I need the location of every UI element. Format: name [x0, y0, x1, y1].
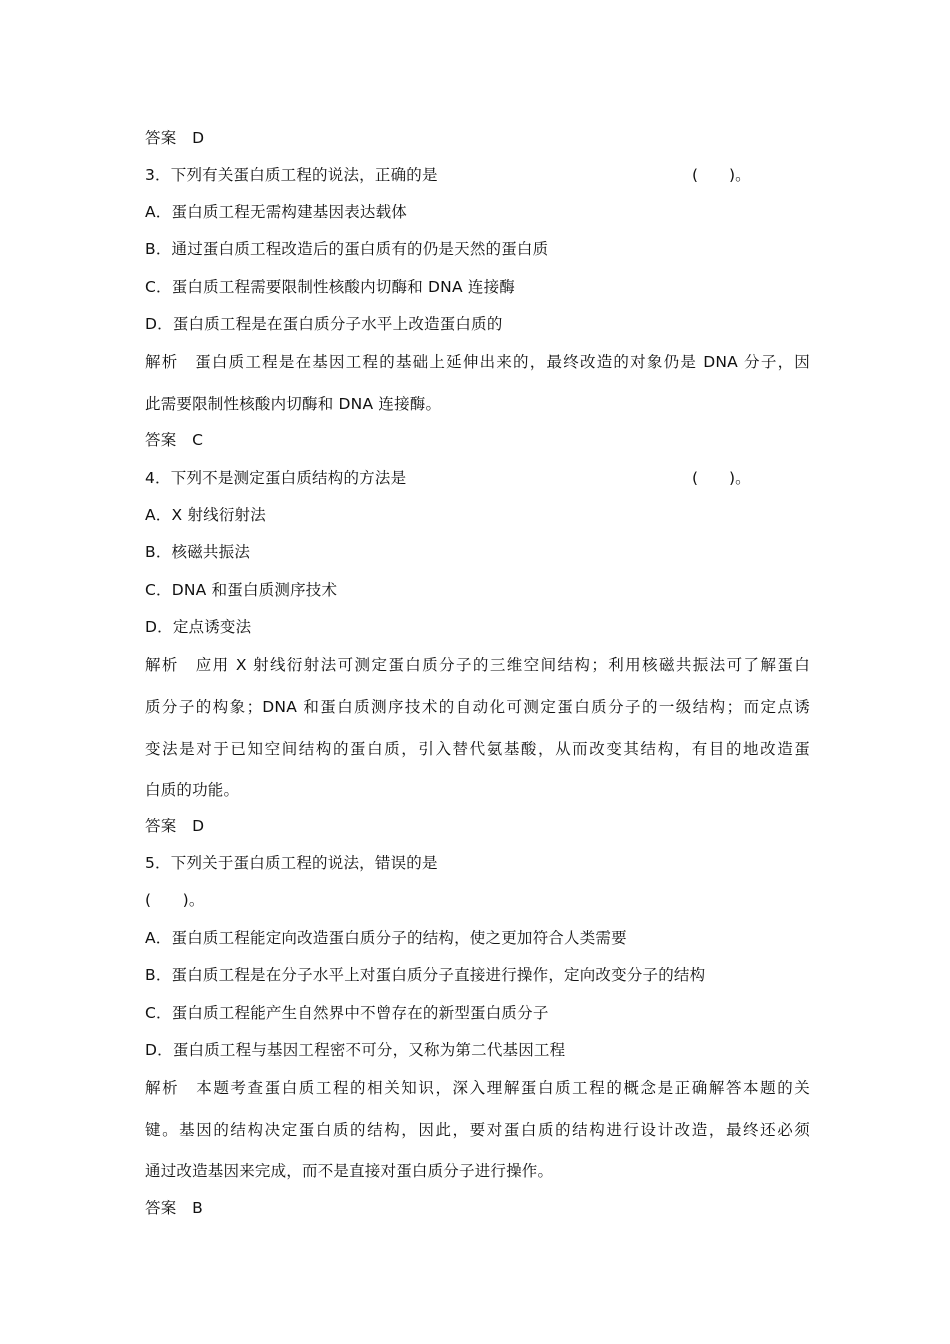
answer-q4: 答案 D	[145, 817, 205, 835]
question-5-explanation-line-1: 解析 本题考查蛋白质工程的相关知识，深入理解蛋白质工程的概念是正确解答本题的关	[145, 1079, 810, 1097]
question-4-stem: 4．下列不是测定蛋白质结构的方法是	[145, 469, 407, 487]
question-5-stem: 5．下列关于蛋白质工程的说法，错误的是	[145, 854, 438, 872]
question-3-stem: 3．下列有关蛋白质工程的说法，正确的是	[145, 166, 438, 184]
question-4-option-d: D．定点诱变法	[145, 618, 252, 636]
question-3-blank: ( )。	[692, 166, 751, 184]
question-4-option-a: A．X 射线衍射法	[145, 506, 266, 524]
answer-q2: 答案 D	[145, 129, 205, 147]
question-5-option-c: C．蛋白质工程能产生自然界中不曾存在的新型蛋白质分子	[145, 1004, 549, 1022]
question-4-explanation-line-2: 质分子的构象；DNA 和蛋白质测序技术的自动化可测定蛋白质分子的一级结构；而定点诱	[145, 698, 810, 716]
question-4-blank: ( )。	[692, 469, 751, 487]
question-5-option-a: A．蛋白质工程能定向改造蛋白质分子的结构，使之更加符合人类需要	[145, 929, 627, 947]
question-3-explanation-line-1: 解析 蛋白质工程是在基因工程的基础上延伸出来的，最终改造的对象仍是 DNA 分子，因	[145, 353, 810, 371]
question-4-explanation-line-1: 解析 应用 X 射线衍射法可测定蛋白质分子的三维空间结构；利用核磁共振法可了解蛋白	[145, 656, 810, 674]
question-5-explanation-line-3: 通过改造基因来完成，而不是直接对蛋白质分子进行操作。	[145, 1162, 554, 1180]
answer-q3: 答案 C	[145, 431, 204, 449]
question-3-explanation-line-2: 此需要限制性核酸内切酶和 DNA 连接酶。	[145, 395, 442, 413]
question-5-option-b: B．蛋白质工程是在分子水平上对蛋白质分子直接进行操作，定向改变分子的结构	[145, 966, 706, 984]
answer-q5: 答案 B	[145, 1199, 203, 1217]
question-3-option-a: A．蛋白质工程无需构建基因表达载体	[145, 203, 408, 221]
question-4-explanation-line-3: 变法是对于已知空间结构的蛋白质，引入替代氨基酸，从而改变其结构，有目的地改造蛋	[145, 740, 810, 758]
question-3-option-d: D．蛋白质工程是在蛋白质分子水平上改造蛋白质的	[145, 315, 503, 333]
question-3-option-c: C．蛋白质工程需要限制性核酸内切酶和 DNA 连接酶	[145, 278, 516, 296]
question-4-option-c: C．DNA 和蛋白质测序技术	[145, 581, 338, 599]
question-4-explanation-line-4: 白质的功能。	[145, 781, 240, 799]
question-5-explanation-line-2: 键。基因的结构决定蛋白质的结构，因此，要对蛋白质的结构进行设计改造，最终还必须	[145, 1121, 810, 1139]
question-5-blank: ( )。	[145, 891, 205, 909]
question-4-option-b: B．核磁共振法	[145, 543, 251, 561]
question-5-option-d: D．蛋白质工程与基因工程密不可分，又称为第二代基因工程	[145, 1041, 566, 1059]
question-3-option-b: B．通过蛋白质工程改造后的蛋白质有的仍是天然的蛋白质	[145, 240, 549, 258]
